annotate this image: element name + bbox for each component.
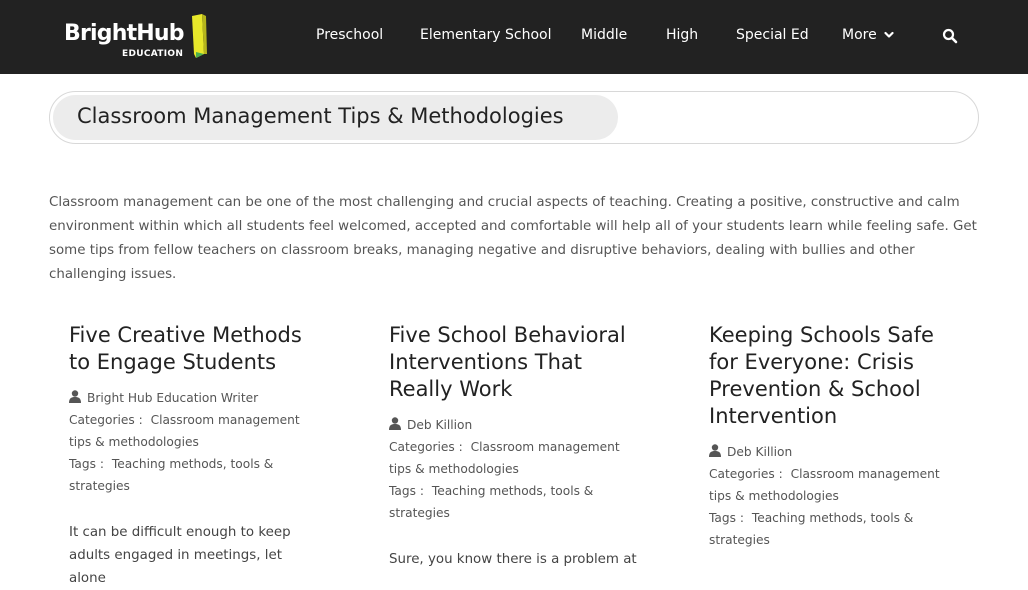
category-intro: Classroom management can be one of the most challenging and crucial aspects of teaching. Creating a positive, constructive and calm environment within which all students feel welcomed, accepted and comfortable will help all of your students learn while feeling safe. Get some tips from fellow teachers on classroom breaks, managing negative and disruptive behaviors, dealing with bullies and other challenging issues. [49, 195, 977, 282]
tag-link[interactable]: Teaching methods [751, 511, 863, 525]
nav-more[interactable]: More [842, 27, 877, 43]
tag-link[interactable]: tools & strategies [69, 457, 274, 493]
article-author [69, 387, 319, 409]
article-tags: Tags : Teaching methods, tools & strategies [69, 457, 274, 493]
tags-label: Tags : [389, 484, 424, 498]
category-link[interactable]: Classroom management tips & methodologies [709, 467, 940, 503]
article-author [709, 441, 959, 463]
article-card [389, 322, 639, 571]
categories-label: Categories : [389, 440, 463, 454]
nav-elementary-school[interactable]: Elementary School [420, 27, 552, 43]
article-categories [389, 436, 639, 480]
tags-label: Tags : [709, 511, 744, 525]
category-link[interactable]: Classroom management tips & methodologies [389, 440, 620, 476]
tag-link[interactable]: tools & strategies [709, 511, 914, 547]
site-header [0, 0, 1028, 74]
article-excerpt: Sure, you know there is a problem at [389, 552, 637, 567]
categories-label: Categories : [69, 413, 143, 427]
tag-link[interactable]: Teaching methods [111, 457, 223, 471]
article-title[interactable]: Five Creative Methods to Engage Students [69, 323, 302, 374]
logo-text: BrightHub [64, 21, 184, 46]
article-categories [709, 463, 959, 507]
nav-special-ed[interactable]: Special Ed [736, 27, 809, 43]
page-title: Classroom Management Tips & Methodologies [77, 104, 564, 128]
author-link[interactable]: Deb Killion [727, 445, 793, 459]
article-card [69, 322, 319, 590]
article-tags: Tags : Teaching methods, tools & strategies [709, 511, 914, 547]
author-link[interactable]: Deb Killion [407, 418, 473, 432]
article-author [389, 414, 639, 436]
author-link[interactable]: Bright Hub Education Writer [87, 391, 259, 405]
user-icon [709, 444, 721, 457]
main-nav [0, 0, 1028, 74]
nav-preschool[interactable]: Preschool [316, 27, 384, 43]
category-link[interactable]: Classroom management tips & methodologies [69, 413, 300, 449]
logo-subtext: EDUCATION [122, 49, 184, 59]
nav-high[interactable]: High [666, 27, 699, 43]
article-tags: Tags : Teaching methods, tools & strategies [389, 484, 594, 520]
article-categories [69, 409, 319, 453]
tags-label: Tags : [69, 457, 104, 471]
search-icon[interactable] [942, 28, 958, 44]
user-icon [69, 390, 81, 403]
categories-label: Categories : [709, 467, 783, 481]
user-icon [389, 417, 401, 430]
tag-link[interactable]: Teaching methods [431, 484, 543, 498]
article-card [709, 322, 959, 551]
nav-middle[interactable]: Middle [581, 27, 628, 43]
article-title[interactable]: Five School Behavioral Interventions That Really Work [389, 323, 626, 401]
article-excerpt: It can be difficult enough to keep adults engaged in meetings, let alone [69, 525, 291, 586]
tag-link[interactable]: tools & strategies [389, 484, 594, 520]
article-title[interactable]: Keeping Schools Safe for Everyone: Crisis Prevention & School Intervention [709, 323, 934, 428]
chevron-down-icon[interactable] [884, 30, 894, 40]
